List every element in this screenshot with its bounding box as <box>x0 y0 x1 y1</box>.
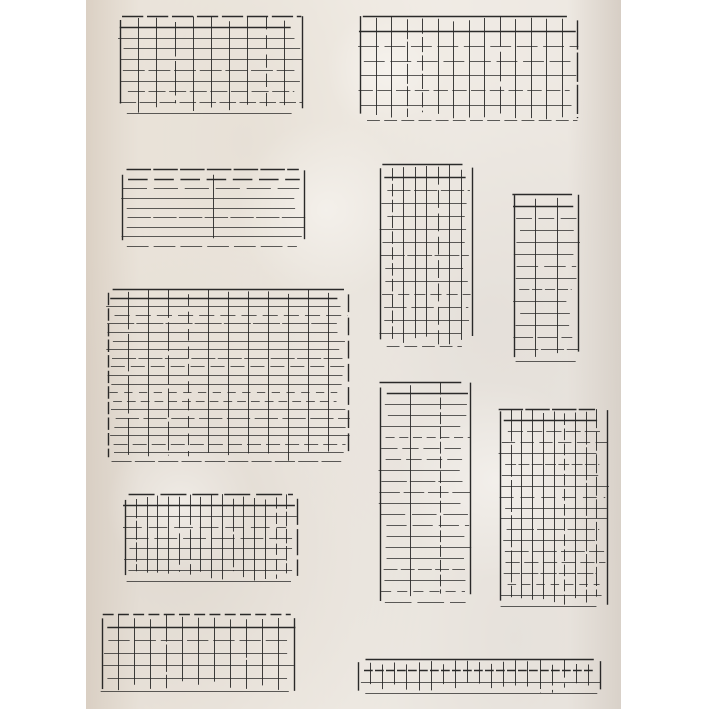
ledger-table-1 <box>116 12 306 117</box>
ledger-table-2 <box>356 12 581 124</box>
ledger-table-11 <box>354 655 604 697</box>
ledger-table-6 <box>104 285 352 465</box>
ledger-table-9 <box>121 490 301 585</box>
ledger-table-4 <box>376 160 476 350</box>
paper-background <box>86 0 621 709</box>
ledger-table-8 <box>496 405 611 610</box>
ledger-table-7 <box>376 378 474 606</box>
ledger-table-5 <box>510 190 582 365</box>
ledger-table-3 <box>118 165 308 250</box>
ledger-table-10 <box>98 610 298 695</box>
